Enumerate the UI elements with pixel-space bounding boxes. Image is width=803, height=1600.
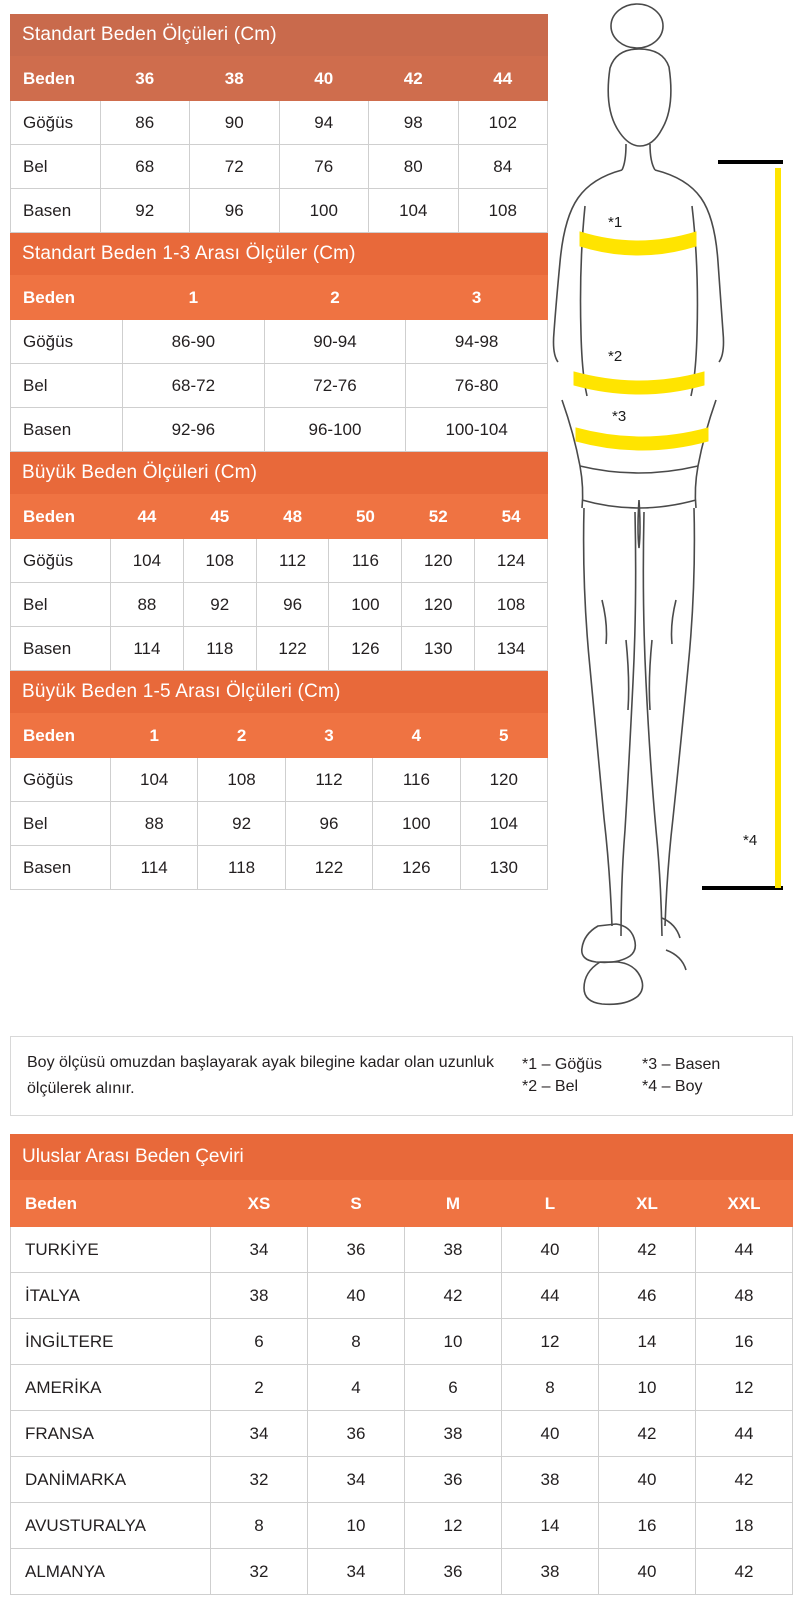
table-cell: 36 — [308, 1227, 405, 1273]
row-label: FRANSA — [11, 1411, 211, 1457]
table-header-cell: 40 — [279, 57, 369, 101]
table-cell: 34 — [211, 1227, 308, 1273]
row-label: Göğüs — [11, 320, 123, 364]
table-header-cell: 2 — [198, 714, 285, 758]
table-title: Büyük Beden Ölçüleri (Cm) — [10, 452, 548, 494]
table-header-cell: 5 — [460, 714, 547, 758]
table-header-cell: L — [502, 1181, 599, 1227]
table-title: Büyük Beden 1-5 Arası Ölçüleri (Cm) — [10, 671, 548, 713]
table-cell: 100 — [373, 802, 460, 846]
table-row — [11, 364, 548, 408]
row-label: Göğüs — [11, 101, 101, 145]
note-legend — [512, 1056, 792, 1096]
table-cell: 6 — [405, 1365, 502, 1411]
table-cell: 36 — [308, 1411, 405, 1457]
table-cell: 88 — [111, 583, 184, 627]
table-row — [11, 1227, 793, 1273]
table-header-cell: 52 — [402, 495, 475, 539]
table-cell: 18 — [696, 1503, 793, 1549]
table-cell: 104 — [460, 802, 547, 846]
table-header-cell: Beden — [11, 1181, 211, 1227]
table-cell: 72 — [190, 145, 280, 189]
table-cell: 100 — [329, 583, 402, 627]
international-conversion-block — [10, 1134, 793, 1595]
table-cell: 112 — [285, 758, 372, 802]
table-cell: 38 — [502, 1549, 599, 1595]
row-label: Basen — [11, 408, 123, 452]
size-table-buyuk — [10, 494, 548, 671]
table-cell: 10 — [308, 1503, 405, 1549]
table-header-cell: 36 — [100, 57, 190, 101]
table-cell: 8 — [211, 1503, 308, 1549]
table-cell: 90 — [190, 101, 280, 145]
table-cell: 112 — [256, 539, 329, 583]
table-header-row — [11, 1181, 793, 1227]
table-row — [11, 1273, 793, 1319]
table-cell: 90-94 — [264, 320, 406, 364]
table-cell: 38 — [405, 1411, 502, 1457]
table-cell: 130 — [460, 846, 547, 890]
table-cell: 96 — [256, 583, 329, 627]
table-cell: 36 — [405, 1549, 502, 1595]
figure-marker-waist: *2 — [608, 348, 623, 365]
table-header-cell: 50 — [329, 495, 402, 539]
size-table-standart — [10, 56, 548, 233]
row-label: AVUSTURALYA — [11, 1503, 211, 1549]
table-cell: 92 — [100, 189, 190, 233]
table-cell: 8 — [308, 1319, 405, 1365]
row-label: Bel — [11, 583, 111, 627]
table-cell: 80 — [369, 145, 459, 189]
table-cell: 36 — [405, 1457, 502, 1503]
table-cell: 34 — [211, 1411, 308, 1457]
row-label: Bel — [11, 145, 101, 189]
measurement-note — [10, 1036, 793, 1116]
table-cell: 40 — [599, 1457, 696, 1503]
legend-item: *2 – Bel — [522, 1078, 579, 1095]
table-cell: 68-72 — [123, 364, 265, 408]
table-cell: 38 — [405, 1227, 502, 1273]
table-cell: 134 — [475, 627, 548, 671]
table-cell: 4 — [308, 1365, 405, 1411]
table-header-cell: XS — [211, 1181, 308, 1227]
international-title: Uluslar Arası Beden Çeviri — [10, 1134, 793, 1180]
table-row — [11, 802, 548, 846]
size-table-buyuk-1-5 — [10, 713, 548, 890]
note-text: Boy ölçüsü omuzdan başlayarak ayak bilegine kadar olan uzunluk ölçülerek alınır. — [27, 1054, 494, 1097]
table-cell: 126 — [329, 627, 402, 671]
table-cell: 14 — [502, 1503, 599, 1549]
table-cell: 124 — [475, 539, 548, 583]
table-row — [11, 1549, 793, 1595]
legend-item: *1 – Göğüs — [522, 1056, 603, 1073]
table-row — [11, 320, 548, 364]
table-cell: 44 — [502, 1273, 599, 1319]
table-header-cell: S — [308, 1181, 405, 1227]
table-cell: 92 — [183, 583, 256, 627]
table-cell: 100-104 — [406, 408, 548, 452]
row-label: DANİMARKA — [11, 1457, 211, 1503]
table-cell: 16 — [696, 1319, 793, 1365]
table-row — [11, 758, 548, 802]
height-indicator — [702, 162, 783, 888]
table-header-row — [11, 276, 548, 320]
table-header-cell: 45 — [183, 495, 256, 539]
table-cell: 42 — [696, 1549, 793, 1595]
table-header-cell: XL — [599, 1181, 696, 1227]
table-row — [11, 583, 548, 627]
table-cell: 92 — [198, 802, 285, 846]
table-cell: 122 — [285, 846, 372, 890]
table-row — [11, 101, 548, 145]
size-tables-column — [10, 14, 548, 890]
table-cell: 120 — [402, 539, 475, 583]
table-cell: 12 — [405, 1503, 502, 1549]
table-row — [11, 145, 548, 189]
table-block-standart-1-3 — [10, 233, 548, 452]
table-cell: 120 — [460, 758, 547, 802]
figure-marker-height: *4 — [743, 832, 758, 849]
table-cell: 48 — [696, 1273, 793, 1319]
table-cell: 104 — [111, 539, 184, 583]
table-cell: 96-100 — [264, 408, 406, 452]
table-cell: 116 — [373, 758, 460, 802]
table-cell: 94-98 — [406, 320, 548, 364]
table-cell: 42 — [599, 1411, 696, 1457]
table-cell: 12 — [696, 1365, 793, 1411]
table-row — [11, 1319, 793, 1365]
table-cell: 102 — [458, 101, 548, 145]
table-cell: 44 — [696, 1411, 793, 1457]
table-cell: 38 — [211, 1273, 308, 1319]
table-cell: 96 — [190, 189, 280, 233]
table-cell: 118 — [198, 846, 285, 890]
table-header-cell: 42 — [369, 57, 459, 101]
legend-item: *4 – Boy — [642, 1078, 703, 1095]
table-header-cell: Beden — [11, 714, 111, 758]
table-cell: 76-80 — [406, 364, 548, 408]
table-cell: 16 — [599, 1503, 696, 1549]
table-cell: 98 — [369, 101, 459, 145]
body-measurement-figure — [540, 0, 803, 1030]
table-header-cell: 44 — [458, 57, 548, 101]
table-cell: 120 — [402, 583, 475, 627]
table-cell: 104 — [111, 758, 198, 802]
table-cell: 12 — [502, 1319, 599, 1365]
table-cell: 40 — [502, 1227, 599, 1273]
row-label: Göğüs — [11, 758, 111, 802]
table-row — [11, 539, 548, 583]
table-cell: 108 — [198, 758, 285, 802]
table-row — [11, 189, 548, 233]
waist-band — [574, 372, 704, 394]
row-label: İTALYA — [11, 1273, 211, 1319]
table-row — [11, 1503, 793, 1549]
row-label: İNGİLTERE — [11, 1319, 211, 1365]
table-row — [11, 627, 548, 671]
table-header-row — [11, 714, 548, 758]
table-cell: 126 — [373, 846, 460, 890]
table-cell: 116 — [329, 539, 402, 583]
table-cell: 86 — [100, 101, 190, 145]
table-cell: 10 — [405, 1319, 502, 1365]
row-label: TURKİYE — [11, 1227, 211, 1273]
table-block-buyuk-1-5 — [10, 671, 548, 890]
table-row — [11, 408, 548, 452]
table-header-cell: 38 — [190, 57, 280, 101]
table-cell: 42 — [405, 1273, 502, 1319]
table-row — [11, 1365, 793, 1411]
table-cell: 104 — [369, 189, 459, 233]
figure-svg — [540, 0, 803, 1030]
table-cell: 96 — [285, 802, 372, 846]
size-table-standart-1-3 — [10, 275, 548, 452]
bust-band — [580, 232, 696, 255]
table-block-standart-beden — [10, 14, 548, 233]
table-cell: 108 — [475, 583, 548, 627]
table-cell: 108 — [458, 189, 548, 233]
table-header-cell: 3 — [406, 276, 548, 320]
table-cell: 84 — [458, 145, 548, 189]
table-title: Standart Beden 1-3 Arası Ölçüler (Cm) — [10, 233, 548, 275]
table-header-cell: M — [405, 1181, 502, 1227]
table-cell: 32 — [211, 1457, 308, 1503]
table-cell: 34 — [308, 1457, 405, 1503]
table-cell: 114 — [111, 627, 184, 671]
table-row — [11, 846, 548, 890]
table-cell: 38 — [502, 1457, 599, 1503]
table-header-row — [11, 495, 548, 539]
table-header-cell: 54 — [475, 495, 548, 539]
table-header-cell: XXL — [696, 1181, 793, 1227]
row-label: Basen — [11, 189, 101, 233]
row-label: Basen — [11, 627, 111, 671]
table-cell: 42 — [696, 1457, 793, 1503]
legend-item: *3 – Basen — [642, 1056, 721, 1073]
table-cell: 88 — [111, 802, 198, 846]
table-row — [11, 1411, 793, 1457]
table-header-cell: 1 — [123, 276, 265, 320]
table-header-cell: 2 — [264, 276, 406, 320]
row-label: AMERİKA — [11, 1365, 211, 1411]
table-header-cell: 4 — [373, 714, 460, 758]
table-block-buyuk-beden — [10, 452, 548, 671]
table-cell: 118 — [183, 627, 256, 671]
figure-marker-hip: *3 — [612, 408, 627, 425]
table-cell: 2 — [211, 1365, 308, 1411]
table-header-cell: 44 — [111, 495, 184, 539]
table-cell: 44 — [696, 1227, 793, 1273]
table-cell: 6 — [211, 1319, 308, 1365]
table-cell: 130 — [402, 627, 475, 671]
table-row — [11, 1457, 793, 1503]
table-cell: 68 — [100, 145, 190, 189]
table-cell: 32 — [211, 1549, 308, 1595]
table-header-cell: 3 — [285, 714, 372, 758]
table-cell: 122 — [256, 627, 329, 671]
table-cell: 108 — [183, 539, 256, 583]
row-label: Bel — [11, 802, 111, 846]
table-header-cell: Beden — [11, 495, 111, 539]
table-cell: 42 — [599, 1227, 696, 1273]
table-cell: 92-96 — [123, 408, 265, 452]
table-cell: 86-90 — [123, 320, 265, 364]
hip-band — [576, 428, 708, 450]
table-cell: 94 — [279, 101, 369, 145]
table-cell: 46 — [599, 1273, 696, 1319]
table-header-row — [11, 57, 548, 101]
row-label: Bel — [11, 364, 123, 408]
figure-marker-bust: *1 — [608, 214, 623, 231]
table-cell: 8 — [502, 1365, 599, 1411]
table-cell: 34 — [308, 1549, 405, 1595]
table-header-cell: Beden — [11, 57, 101, 101]
table-title: Standart Beden Ölçüleri (Cm) — [10, 14, 548, 56]
table-cell: 40 — [308, 1273, 405, 1319]
table-header-cell: Beden — [11, 276, 123, 320]
table-cell: 10 — [599, 1365, 696, 1411]
table-cell: 100 — [279, 189, 369, 233]
table-cell: 14 — [599, 1319, 696, 1365]
table-cell: 76 — [279, 145, 369, 189]
table-cell: 72-76 — [264, 364, 406, 408]
table-header-cell: 1 — [111, 714, 198, 758]
table-header-cell: 48 — [256, 495, 329, 539]
row-label: ALMANYA — [11, 1549, 211, 1595]
table-cell: 40 — [599, 1549, 696, 1595]
row-label: Basen — [11, 846, 111, 890]
table-cell: 40 — [502, 1411, 599, 1457]
row-label: Göğüs — [11, 539, 111, 583]
international-size-table — [10, 1180, 793, 1595]
table-cell: 114 — [111, 846, 198, 890]
